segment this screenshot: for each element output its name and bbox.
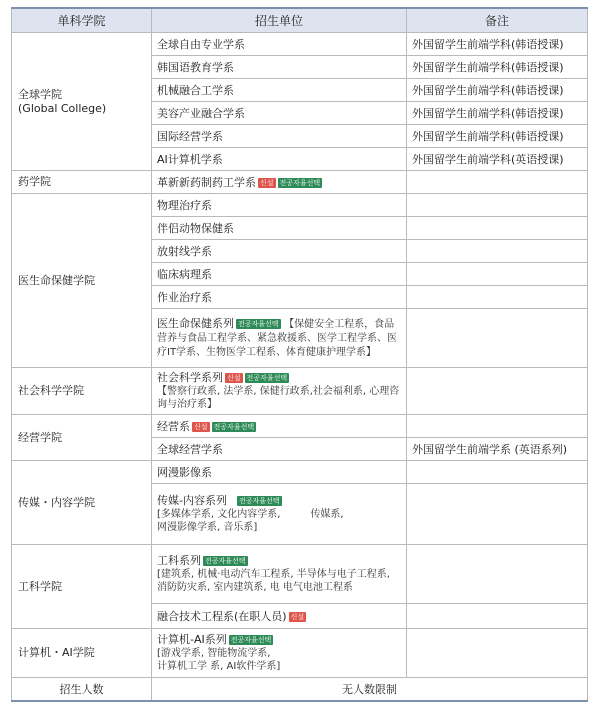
header-college: 单科学院 (12, 8, 152, 33)
select-badge: 전공자율선택 (246, 374, 288, 382)
select-badge: 전공자율선택 (238, 320, 279, 328)
note-cell (407, 240, 588, 263)
new-badge: 신설 (260, 179, 274, 187)
series-cell (152, 368, 407, 415)
series-majors: 计算机工学 系, AI软件学系] (157, 661, 281, 672)
series-cell (152, 309, 407, 368)
college-pharmacy: 药学院 (12, 171, 152, 194)
note-cell (407, 368, 588, 415)
series-majors: [建筑系, 机械·电动汽车工程系, 半导体与电子工程系, (157, 569, 390, 580)
note-cell (407, 629, 588, 678)
series-name: 计算机-AI系列 (157, 633, 227, 646)
series-majors: 【警察行政系, 法学系, 保健行政系,社会福利系, 心理咨询与治疗系】 (157, 386, 400, 410)
college-social: 社会科学学院 (12, 368, 152, 415)
note-cell (407, 263, 588, 286)
note-cell: 外国留学生前端学科(英语授课) (407, 148, 588, 171)
college-computer: 计算机・AI学院 (12, 629, 152, 678)
note-cell (407, 461, 588, 484)
series-name: 工科系列 (157, 554, 201, 567)
new-badge: 신설 (227, 374, 241, 382)
footer-label: 招生人数 (12, 678, 152, 702)
series-name: 医生命保健系列 (157, 317, 234, 330)
series-name: 社会科学系列 (157, 371, 223, 384)
series-majors: 【保健安全工程系，食品营养与食品工程学系、紧急救援系、医学工程学系、医疗IT学系、生物医学工程系、体育健康护理学系】 (157, 319, 397, 358)
note-cell (407, 309, 588, 368)
unit-cell: 美容产业融合学系 (152, 102, 407, 125)
series-cell (152, 545, 407, 604)
college-global: 全球学院 (Global College) (12, 33, 152, 171)
unit-cell: 全球自由专业学系 (152, 33, 407, 56)
unit-cell: 机械融合工学系 (152, 79, 407, 102)
select-badge: 전공자율선택 (205, 557, 246, 565)
select-badge: 전공자율선택 (213, 423, 255, 431)
select-badge: 전공자율선택 (230, 636, 272, 644)
unit-cell: 融合技术工程系(在职人员) 신설 (152, 604, 407, 629)
unit-cell: 作业治疗系 (152, 286, 407, 309)
note-cell (407, 415, 588, 438)
new-badge: 신설 (194, 423, 208, 431)
unit-cell: 韩国语教育学系 (152, 56, 407, 79)
series-cell (152, 484, 407, 545)
unit-cell: 革新新药制药工学系 신설 전공자율선택 (152, 171, 407, 194)
college-business: 经营学院 (12, 415, 152, 461)
note-cell: 外国留学生前端学科(韩语授课) (407, 56, 588, 79)
footer-value: 无人数限制 (152, 678, 588, 702)
note-cell: 外国留学生前端学系 (英语系列) (407, 438, 588, 461)
unit-cell: 临床病理系 (152, 263, 407, 286)
note-cell (407, 604, 588, 629)
note-cell (407, 194, 588, 217)
note-cell (407, 484, 588, 545)
unit-cell: 伴侣动物保健系 (152, 217, 407, 240)
college-health: 医生命保健学院 (12, 194, 152, 368)
unit-cell: 国际经营学系 (152, 125, 407, 148)
note-cell: 外国留学生前端学科(韩语授课) (407, 125, 588, 148)
note-cell (407, 171, 588, 194)
select-badge: 전공자율선택 (238, 497, 280, 505)
college-engineering: 工科学院 (12, 545, 152, 629)
note-cell: 外国留学生前端学科(韩语授课) (407, 79, 588, 102)
unit-cell: 物理治疗系 (152, 194, 407, 217)
series-majors: [游戏学系, 智能物流学系, (157, 648, 271, 659)
new-badge: 신설 (290, 613, 305, 621)
series-name: 传媒-内容系列 (157, 494, 227, 507)
series-majors: 传媒系, (310, 509, 344, 520)
series-majors: 消防防灾系, 室内建筑系, 电 电气电池工程系 (157, 582, 353, 593)
series-cell (152, 629, 407, 678)
note-cell (407, 217, 588, 240)
unit-cell: 经营系 신설 전공자율선택 (152, 415, 407, 438)
college-media: 传媒・内容学院 (12, 461, 152, 545)
unit-cell: 网漫影像系 (152, 461, 407, 484)
unit-cell: AI计算机学系 (152, 148, 407, 171)
header-unit: 招生单位 (152, 8, 407, 33)
note-cell (407, 545, 588, 604)
unit-cell: 全球经营学系 (152, 438, 407, 461)
select-badge: 전공자율선택 (279, 179, 321, 187)
series-majors: [多媒体学系, 文化内容学系, (157, 509, 281, 520)
note-cell: 外国留学生前端学科(韩语授课) (407, 33, 588, 56)
header-note: 备注 (407, 8, 588, 33)
note-cell: 外国留学生前端学科(韩语授课) (407, 102, 588, 125)
series-majors: 网漫影像学系, 音乐系] (157, 522, 258, 533)
unit-cell: 放射线学系 (152, 240, 407, 263)
note-cell (407, 286, 588, 309)
admission-table (11, 7, 588, 702)
